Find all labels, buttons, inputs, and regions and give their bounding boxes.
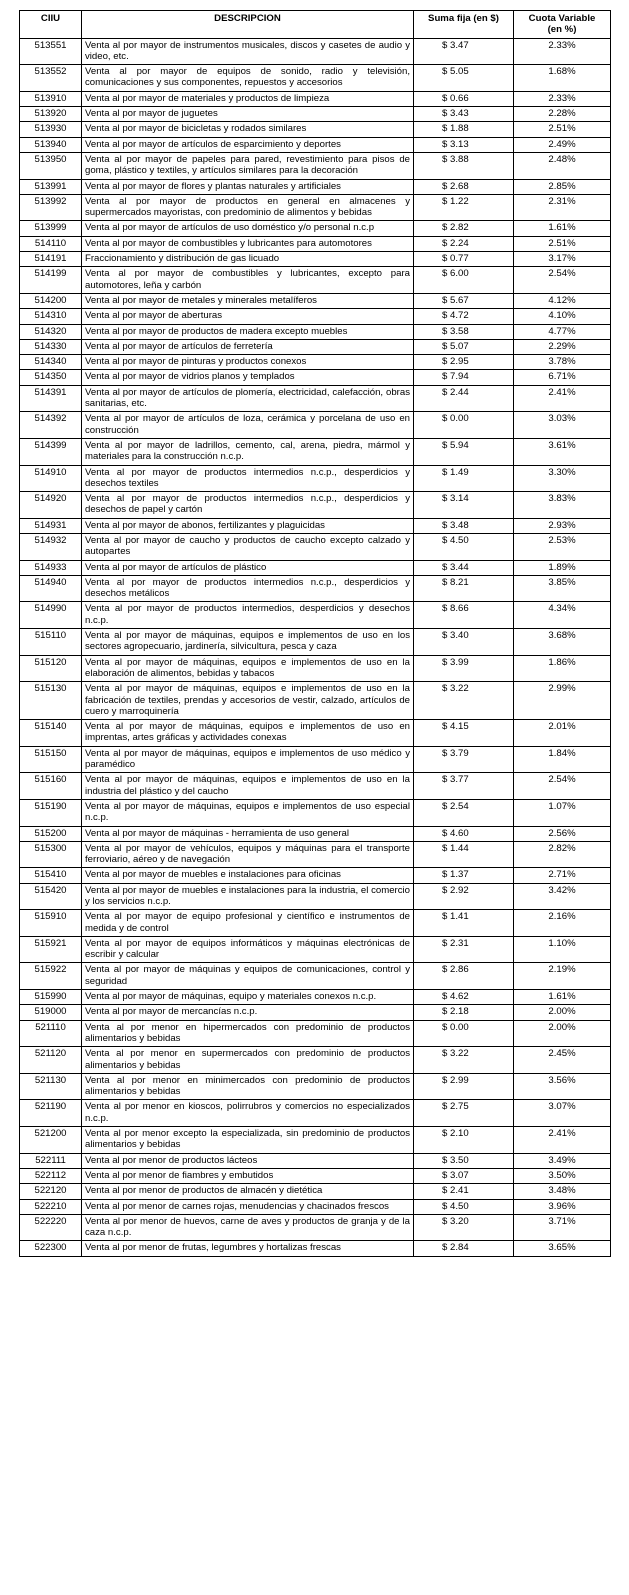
descripcion-cell: Venta al por mayor de artículos de ferretería: [82, 339, 414, 354]
suma-fija-cell: $ 2.84: [414, 1241, 514, 1256]
ciiu-cell: 515190: [20, 799, 82, 826]
descripcion-cell: Venta al por mayor de máquinas, equipos e implementos de uso en la fabricación de textiles, prendas y accesorios de vestir, calzado, artículos de cuero y marroquinería: [82, 682, 414, 720]
descripcion-cell: Venta al por mayor de juguetes: [82, 107, 414, 122]
table-row: [20, 1005, 611, 1020]
descripcion-cell: Venta al por menor de huevos, carne de aves y productos de granja y de la caza n.c.p.: [82, 1214, 414, 1241]
table-row: [20, 773, 611, 800]
cuota-variable-cell: 2.41%: [514, 1127, 611, 1154]
cuota-variable-cell: 4.34%: [514, 602, 611, 629]
cuota-variable-cell: 1.07%: [514, 799, 611, 826]
header-cuota-variable-line2: (en %): [547, 24, 577, 36]
table-row: [20, 1214, 611, 1241]
ciiu-cell: 521110: [20, 1020, 82, 1047]
suma-fija-cell: $ 3.48: [414, 518, 514, 533]
cuota-variable-cell: 6.71%: [514, 370, 611, 385]
cuota-variable-cell: 3.71%: [514, 1214, 611, 1241]
table-row: [20, 629, 611, 656]
suma-fija-cell: $ 5.07: [414, 339, 514, 354]
ciiu-cell: 513920: [20, 107, 82, 122]
suma-fija-cell: $ 2.10: [414, 1127, 514, 1154]
ciiu-cell: 514200: [20, 293, 82, 308]
table-row: [20, 1047, 611, 1074]
descripcion-cell: Venta al por mayor de productos en general en almacenes y supermercados mayoristas, con predominio de alimentos y bebidas: [82, 194, 414, 221]
suma-fija-cell: $ 0.00: [414, 1020, 514, 1047]
suma-fija-cell: $ 3.77: [414, 773, 514, 800]
ciiu-cell: 522112: [20, 1168, 82, 1183]
cuota-variable-cell: 2.00%: [514, 1005, 611, 1020]
table-row: [20, 560, 611, 575]
ciiu-cell: 514320: [20, 324, 82, 339]
header-cuota-variable-line1: Cuota Variable: [528, 13, 596, 24]
cuota-variable-cell: 3.85%: [514, 575, 611, 602]
suma-fija-cell: $ 2.24: [414, 236, 514, 251]
header-ciiu: CIIU: [20, 11, 82, 39]
cuota-variable-cell: 3.17%: [514, 252, 611, 267]
table-row: [20, 533, 611, 560]
table-body: [20, 38, 611, 1256]
descripcion-cell: Venta al por mayor de artículos de uso doméstico y/o personal n.c.p: [82, 221, 414, 236]
table-row: [20, 868, 611, 883]
suma-fija-cell: $ 4.62: [414, 990, 514, 1005]
ciiu-cell: 515150: [20, 746, 82, 773]
descripcion-cell: Venta al por mayor de máquinas, equipos e implementos de uso en la elaboración de alimentos, bebidas y tabacos: [82, 655, 414, 682]
table-header: [20, 11, 611, 39]
suma-fija-cell: $ 3.07: [414, 1168, 514, 1183]
table-row: [20, 370, 611, 385]
suma-fija-cell: $ 6.00: [414, 267, 514, 294]
descripcion-cell: Venta al por mayor de equipos informáticos y máquinas electrónicas de escribir y calcular: [82, 936, 414, 963]
descripcion-cell: Venta al por menor en minimercados con predominio de productos alimentarios y bebidas: [82, 1073, 414, 1100]
descripcion-cell: Venta al por mayor de productos de madera excepto muebles: [82, 324, 414, 339]
descripcion-cell: Venta al por mayor de pinturas y productos conexos: [82, 355, 414, 370]
table-row: [20, 65, 611, 92]
table-row: [20, 746, 611, 773]
table-row: [20, 720, 611, 747]
suma-fija-cell: $ 2.18: [414, 1005, 514, 1020]
ciiu-cell: 513551: [20, 38, 82, 65]
table-row: [20, 1168, 611, 1183]
suma-fija-cell: $ 3.47: [414, 38, 514, 65]
descripcion-cell: Venta al por menor de frutas, legumbres y hortalizas frescas: [82, 1241, 414, 1256]
table-row: [20, 267, 611, 294]
suma-fija-cell: $ 3.58: [414, 324, 514, 339]
ciiu-cell: 515410: [20, 868, 82, 883]
suma-fija-cell: $ 3.14: [414, 492, 514, 519]
cuota-variable-cell: 2.33%: [514, 91, 611, 106]
suma-fija-cell: $ 2.86: [414, 963, 514, 990]
ciiu-cell: 522300: [20, 1241, 82, 1256]
cuota-variable-cell: 2.00%: [514, 1020, 611, 1047]
ciiu-cell: 515160: [20, 773, 82, 800]
descripcion-cell: Venta al por menor de productos lácteos: [82, 1153, 414, 1168]
table-row: [20, 799, 611, 826]
cuota-variable-cell: 2.93%: [514, 518, 611, 533]
suma-fija-cell: $ 1.44: [414, 841, 514, 868]
cuota-variable-cell: 3.50%: [514, 1168, 611, 1183]
descripcion-cell: Venta al por mayor de productos intermedios n.c.p., desperdicios y desechos textiles: [82, 465, 414, 492]
descripcion-cell: Venta al por mayor de artículos de loza, cerámica y porcelana de uso en construcción: [82, 412, 414, 439]
cuota-variable-cell: 2.56%: [514, 826, 611, 841]
descripcion-cell: Venta al por mayor de materiales y productos de limpieza: [82, 91, 414, 106]
ciiu-cell: 514933: [20, 560, 82, 575]
ciiu-cell: 521190: [20, 1100, 82, 1127]
suma-fija-cell: $ 2.95: [414, 355, 514, 370]
ciiu-cell: 515120: [20, 655, 82, 682]
cuota-variable-cell: 4.77%: [514, 324, 611, 339]
suma-fija-cell: $ 3.44: [414, 560, 514, 575]
table-row: [20, 655, 611, 682]
ciiu-cell: 514920: [20, 492, 82, 519]
descripcion-cell: Venta al por mayor de máquinas, equipos e implementos de uso médico y paramédico: [82, 746, 414, 773]
cuota-variable-cell: 1.86%: [514, 655, 611, 682]
suma-fija-cell: $ 8.21: [414, 575, 514, 602]
table-row: [20, 122, 611, 137]
cuota-variable-cell: 2.51%: [514, 122, 611, 137]
ciiu-cell: 515921: [20, 936, 82, 963]
cuota-variable-cell: 2.54%: [514, 773, 611, 800]
suma-fija-cell: $ 5.05: [414, 65, 514, 92]
ciiu-cell: 521120: [20, 1047, 82, 1074]
ciiu-cell: 513992: [20, 194, 82, 221]
ciiu-cell: 513940: [20, 137, 82, 152]
descripcion-cell: Venta al por mayor de papeles para pared, revestimiento para pisos de goma, plástico y textiles, y artículos similares para la decoración: [82, 152, 414, 179]
table-row: [20, 910, 611, 937]
descripcion-cell: Venta al por mayor de equipos de sonido, radio y televisión, comunicaciones y sus componentes, repuestos y accesorios: [82, 65, 414, 92]
table-row: [20, 1199, 611, 1214]
suma-fija-cell: $ 3.22: [414, 1047, 514, 1074]
table-row: [20, 38, 611, 65]
ciiu-cell: 514910: [20, 465, 82, 492]
suma-fija-cell: $ 4.72: [414, 309, 514, 324]
cuota-variable-cell: 2.31%: [514, 194, 611, 221]
table-row: [20, 883, 611, 910]
suma-fija-cell: $ 3.88: [414, 152, 514, 179]
suma-fija-cell: $ 3.20: [414, 1214, 514, 1241]
cuota-variable-cell: 2.49%: [514, 137, 611, 152]
document-page: [19, 10, 610, 1257]
cuota-variable-cell: 2.71%: [514, 868, 611, 883]
descripcion-cell: Venta al por mayor de vidrios planos y templados: [82, 370, 414, 385]
descripcion-cell: Venta al por mayor de artículos de plástico: [82, 560, 414, 575]
cuota-variable-cell: 3.65%: [514, 1241, 611, 1256]
ciiu-cell: 514340: [20, 355, 82, 370]
suma-fija-cell: $ 8.66: [414, 602, 514, 629]
table-row: [20, 107, 611, 122]
ciiu-cell: 522120: [20, 1184, 82, 1199]
table-row: [20, 465, 611, 492]
suma-fija-cell: $ 4.15: [414, 720, 514, 747]
suma-fija-cell: $ 5.67: [414, 293, 514, 308]
table-row: [20, 339, 611, 354]
descripcion-cell: Venta al por mayor de máquinas, equipos e implementos de uso especial n.c.p.: [82, 799, 414, 826]
cuota-variable-cell: 2.99%: [514, 682, 611, 720]
ciiu-cell: 521130: [20, 1073, 82, 1100]
table-row: [20, 682, 611, 720]
descripcion-cell: Venta al por mayor de caucho y productos de caucho excepto calzado y autopartes: [82, 533, 414, 560]
cuota-variable-cell: 2.41%: [514, 385, 611, 412]
descripcion-cell: Venta al por mayor de máquinas, equipos e implementos de uso en imprentas, artes gráficas y actividades conexas: [82, 720, 414, 747]
ciiu-cell: 515420: [20, 883, 82, 910]
ciiu-cell: 515140: [20, 720, 82, 747]
cuota-variable-cell: 2.53%: [514, 533, 611, 560]
suma-fija-cell: $ 7.94: [414, 370, 514, 385]
ciiu-cell: 514310: [20, 309, 82, 324]
cuota-variable-cell: 1.10%: [514, 936, 611, 963]
table-row: [20, 252, 611, 267]
descripcion-cell: Venta al por mayor de productos intermedios n.c.p., desperdicios y desechos metálicos: [82, 575, 414, 602]
table-row: [20, 324, 611, 339]
cuota-variable-cell: 2.28%: [514, 107, 611, 122]
ciiu-cell: 513552: [20, 65, 82, 92]
table-row: [20, 492, 611, 519]
cuota-variable-cell: 2.54%: [514, 267, 611, 294]
ciiu-cell: 514932: [20, 533, 82, 560]
cuota-variable-cell: 1.84%: [514, 746, 611, 773]
descripcion-cell: Venta al por mayor de aberturas: [82, 309, 414, 324]
suma-fija-cell: $ 5.94: [414, 438, 514, 465]
descripcion-cell: Venta al por mayor de muebles e instalaciones para la industria, el comercio y los servicios n.c.p.: [82, 883, 414, 910]
ciiu-cell: 514931: [20, 518, 82, 533]
cuota-variable-cell: 3.83%: [514, 492, 611, 519]
descripcion-cell: Venta al por mayor de artículos de plomería, electricidad, calefacción, obras sanitarias, etc.: [82, 385, 414, 412]
suma-fija-cell: $ 0.00: [414, 412, 514, 439]
descripcion-cell: Venta al por mayor de abonos, fertilizantes y plaguicidas: [82, 518, 414, 533]
ciiu-cell: 514990: [20, 602, 82, 629]
cuota-variable-cell: 3.07%: [514, 1100, 611, 1127]
header-descripcion: DESCRIPCION: [82, 11, 414, 39]
table-row: [20, 1184, 611, 1199]
suma-fija-cell: $ 2.99: [414, 1073, 514, 1100]
cuota-variable-cell: 1.61%: [514, 221, 611, 236]
cuota-variable-cell: 2.82%: [514, 841, 611, 868]
cuota-variable-cell: 4.12%: [514, 293, 611, 308]
ciiu-cell: 515990: [20, 990, 82, 1005]
descripcion-cell: Venta al por mayor de máquinas - herramienta de uso general: [82, 826, 414, 841]
table-row: [20, 309, 611, 324]
table-row: [20, 152, 611, 179]
descripcion-cell: Venta al por menor en hipermercados con predominio de productos alimentarios y bebidas: [82, 1020, 414, 1047]
ciiu-cell: 513991: [20, 179, 82, 194]
table-row: [20, 990, 611, 1005]
suma-fija-cell: $ 2.82: [414, 221, 514, 236]
cuota-variable-cell: 3.30%: [514, 465, 611, 492]
descripcion-cell: Venta al por mayor de máquinas, equipos e implementos de uso en los sectores agropecuario, jardinería, silvicultura, pesca y caza: [82, 629, 414, 656]
cuota-variable-cell: 3.61%: [514, 438, 611, 465]
table-row: [20, 575, 611, 602]
descripcion-cell: Venta al por mayor de combustibles y lubricantes, excepto para automotores, leña y carbón: [82, 267, 414, 294]
suma-fija-cell: $ 3.22: [414, 682, 514, 720]
ciiu-cell: 515130: [20, 682, 82, 720]
descripcion-cell: Venta al por menor excepto la especializada, sin predominio de productos alimentarios y bebidas: [82, 1127, 414, 1154]
table-row: [20, 194, 611, 221]
cuota-variable-cell: 2.48%: [514, 152, 611, 179]
cuota-variable-cell: 3.42%: [514, 883, 611, 910]
descripcion-cell: Venta al por mayor de flores y plantas naturales y artificiales: [82, 179, 414, 194]
ciiu-cell: 522111: [20, 1153, 82, 1168]
table-row: [20, 1127, 611, 1154]
suma-fija-cell: $ 3.79: [414, 746, 514, 773]
descripcion-cell: Venta al por mayor de máquinas, equipo y materiales conexos n.c.p.: [82, 990, 414, 1005]
suma-fija-cell: $ 1.49: [414, 465, 514, 492]
ciiu-cell: 519000: [20, 1005, 82, 1020]
cuota-variable-cell: 3.48%: [514, 1184, 611, 1199]
ciiu-cell: 514399: [20, 438, 82, 465]
ciiu-cell: 521200: [20, 1127, 82, 1154]
table-row: [20, 179, 611, 194]
ciiu-cell: 522220: [20, 1214, 82, 1241]
ciiu-cell: 515110: [20, 629, 82, 656]
table-row: [20, 963, 611, 990]
suma-fija-cell: $ 2.92: [414, 883, 514, 910]
cuota-variable-cell: 3.68%: [514, 629, 611, 656]
ciiu-cell: 513910: [20, 91, 82, 106]
cuota-variable-cell: 2.51%: [514, 236, 611, 251]
cuota-variable-cell: 2.29%: [514, 339, 611, 354]
table-row: [20, 1100, 611, 1127]
ciiu-cell: 515200: [20, 826, 82, 841]
ciiu-cell: 513930: [20, 122, 82, 137]
ciiu-cell: 515300: [20, 841, 82, 868]
suma-fija-cell: $ 2.44: [414, 385, 514, 412]
suma-fija-cell: $ 2.41: [414, 1184, 514, 1199]
suma-fija-cell: $ 0.77: [414, 252, 514, 267]
descripcion-cell: Venta al por mayor de bicicletas y rodados similares: [82, 122, 414, 137]
descripcion-cell: Venta al por menor de carnes rojas, menudencias y chacinados frescos: [82, 1199, 414, 1214]
suma-fija-cell: $ 0.66: [414, 91, 514, 106]
descripcion-cell: Venta al por mayor de productos intermedios n.c.p., desperdicios y desechos de papel y cartón: [82, 492, 414, 519]
cuota-variable-cell: 1.61%: [514, 990, 611, 1005]
cuota-variable-cell: 3.96%: [514, 1199, 611, 1214]
ciiu-cell: 514392: [20, 412, 82, 439]
table-row: [20, 412, 611, 439]
suma-fija-cell: $ 1.22: [414, 194, 514, 221]
suma-fija-cell: $ 1.41: [414, 910, 514, 937]
table-row: [20, 1241, 611, 1256]
suma-fija-cell: $ 2.68: [414, 179, 514, 194]
cuota-variable-cell: 2.16%: [514, 910, 611, 937]
table-row: [20, 137, 611, 152]
ciiu-cell: 514350: [20, 370, 82, 385]
descripcion-cell: Venta al por mayor de ladrillos, cemento, cal, arena, piedra, mármol y materiales para la construcción n.c.p.: [82, 438, 414, 465]
descripcion-cell: Venta al por mayor de equipo profesional y científico e instrumentos de medida y de control: [82, 910, 414, 937]
descripcion-cell: Venta al por menor en kioscos, polirrubros y comercios no especializados n.c.p.: [82, 1100, 414, 1127]
ciiu-cell: 515910: [20, 910, 82, 937]
suma-fija-cell: $ 3.13: [414, 137, 514, 152]
suma-fija-cell: $ 3.50: [414, 1153, 514, 1168]
table-row: [20, 936, 611, 963]
cuota-variable-cell: 1.89%: [514, 560, 611, 575]
descripcion-cell: Venta al por mayor de muebles e instalaciones para oficinas: [82, 868, 414, 883]
ciiu-cell: 514391: [20, 385, 82, 412]
suma-fija-cell: $ 3.99: [414, 655, 514, 682]
ciiu-cell: 522210: [20, 1199, 82, 1214]
descripcion-cell: Fraccionamiento y distribución de gas licuado: [82, 252, 414, 267]
ciiu-cell: 515922: [20, 963, 82, 990]
cuota-variable-cell: 3.03%: [514, 412, 611, 439]
cuota-variable-cell: 2.45%: [514, 1047, 611, 1074]
ciiu-cell: 514199: [20, 267, 82, 294]
ciiu-table: [19, 10, 611, 1257]
table-row: [20, 1153, 611, 1168]
table-row: [20, 385, 611, 412]
descripcion-cell: Venta al por mayor de instrumentos musicales, discos y casetes de audio y video, etc.: [82, 38, 414, 65]
cuota-variable-cell: 2.19%: [514, 963, 611, 990]
table-row: [20, 236, 611, 251]
suma-fija-cell: $ 3.40: [414, 629, 514, 656]
table-row: [20, 91, 611, 106]
suma-fija-cell: $ 2.75: [414, 1100, 514, 1127]
table-row: [20, 602, 611, 629]
cuota-variable-cell: 2.01%: [514, 720, 611, 747]
table-row: [20, 518, 611, 533]
cuota-variable-cell: 1.68%: [514, 65, 611, 92]
descripcion-cell: Venta al por menor de fiambres y embutidos: [82, 1168, 414, 1183]
table-row: [20, 1020, 611, 1047]
ciiu-cell: 514191: [20, 252, 82, 267]
cuota-variable-cell: 3.56%: [514, 1073, 611, 1100]
ciiu-cell: 514940: [20, 575, 82, 602]
suma-fija-cell: $ 4.60: [414, 826, 514, 841]
table-row: [20, 355, 611, 370]
suma-fija-cell: $ 3.43: [414, 107, 514, 122]
table-row: [20, 1073, 611, 1100]
ciiu-cell: 514110: [20, 236, 82, 251]
header-suma-fija: Suma fija (en $): [414, 11, 514, 39]
cuota-variable-cell: 3.78%: [514, 355, 611, 370]
ciiu-cell: 513950: [20, 152, 82, 179]
suma-fija-cell: $ 2.31: [414, 936, 514, 963]
descripcion-cell: Venta al por mayor de vehículos, equipos y máquinas para el transporte ferroviario, aéreo y de navegación: [82, 841, 414, 868]
header-cuota-variable: [514, 11, 611, 39]
cuota-variable-cell: 3.49%: [514, 1153, 611, 1168]
ciiu-cell: 513999: [20, 221, 82, 236]
descripcion-cell: Venta al por mayor de máquinas, equipos e implementos de uso en la industria del plástico y del caucho: [82, 773, 414, 800]
descripcion-cell: Venta al por menor de productos de almacén y dietética: [82, 1184, 414, 1199]
cuota-variable-cell: 4.10%: [514, 309, 611, 324]
table-row: [20, 221, 611, 236]
descripcion-cell: Venta al por mayor de máquinas y equipos de comunicaciones, control y seguridad: [82, 963, 414, 990]
table-row: [20, 293, 611, 308]
header-row: [20, 11, 611, 39]
table-row: [20, 826, 611, 841]
suma-fija-cell: $ 4.50: [414, 1199, 514, 1214]
descripcion-cell: Venta al por menor en supermercados con predominio de productos alimentarios y bebidas: [82, 1047, 414, 1074]
descripcion-cell: Venta al por mayor de combustibles y lubricantes para automotores: [82, 236, 414, 251]
descripcion-cell: Venta al por mayor de metales y minerales metalíferos: [82, 293, 414, 308]
descripcion-cell: Venta al por mayor de artículos de esparcimiento y deportes: [82, 137, 414, 152]
ciiu-cell: 514330: [20, 339, 82, 354]
descripcion-cell: Venta al por mayor de productos intermedios, desperdicios y desechos n.c.p.: [82, 602, 414, 629]
table-row: [20, 841, 611, 868]
suma-fija-cell: $ 4.50: [414, 533, 514, 560]
suma-fija-cell: $ 2.54: [414, 799, 514, 826]
table-row: [20, 438, 611, 465]
descripcion-cell: Venta al por mayor de mercancías n.c.p.: [82, 1005, 414, 1020]
suma-fija-cell: $ 1.37: [414, 868, 514, 883]
cuota-variable-cell: 2.33%: [514, 38, 611, 65]
suma-fija-cell: $ 1.88: [414, 122, 514, 137]
cuota-variable-cell: 2.85%: [514, 179, 611, 194]
